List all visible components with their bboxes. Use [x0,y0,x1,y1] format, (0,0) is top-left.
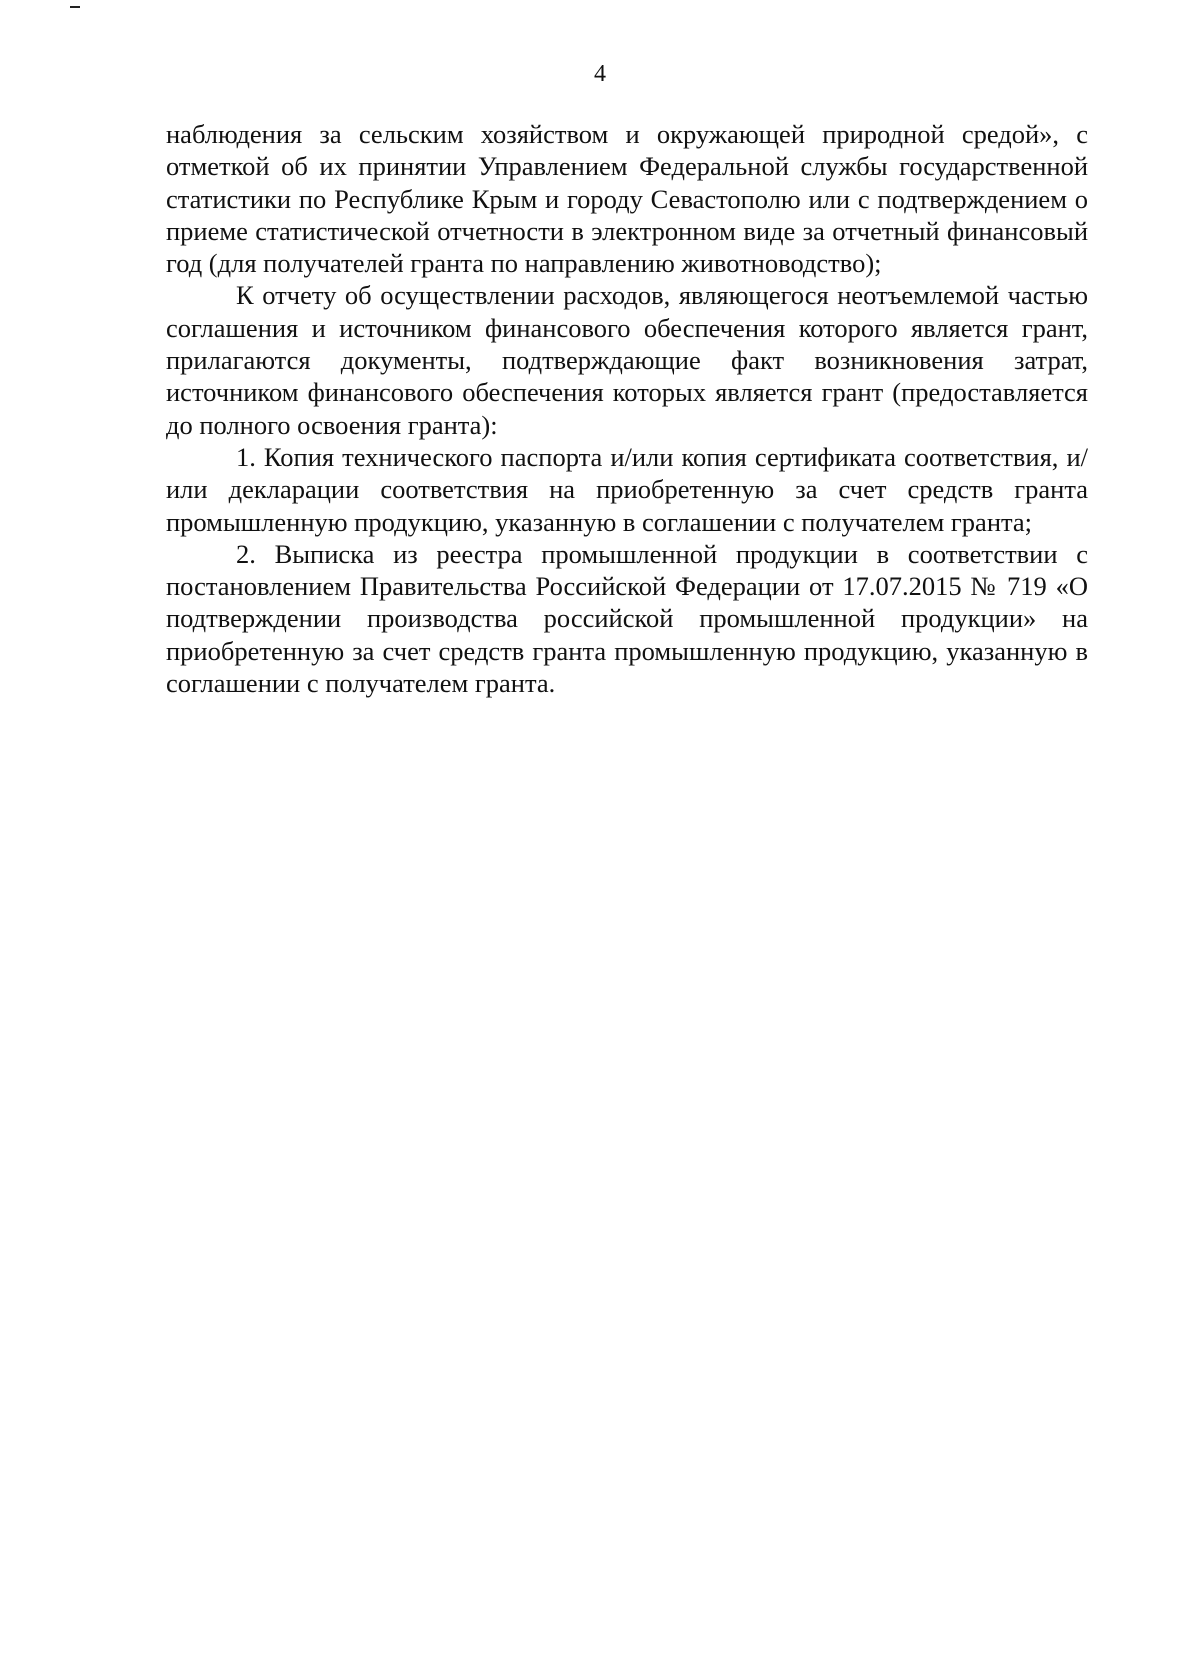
paragraph-item-2: 2. Выписка из реестра промышленной продукции в соответствии с постановлением Правительства Российской Федерации от 17.07.2015 № 719 «О подтверждении производства российской промышленной продукции» на приобретенную за счет средств гранта промышленную продукцию, указанную в соглашении с получателем гранта. [166,538,1088,699]
paragraph-expense-report: К отчету об осуществлении расходов, являющегося неотъемлемой частью соглашения и источником финансового обеспечения которого является грант, прилагаются документы, подтверждающие факт возникновения затрат, источником финансового обеспечения которых является грант (предоставляется до полного освоения гранта): [166,280,1088,440]
paragraph-continuation: наблюдения за сельским хозяйством и окружающей природной средой», с отметкой об их принятии Управлением Федеральной службы государственной статистики по Республике Крым и городу Севастополю или с подтверждением о приеме статистической отчетности в электронном виде за отчетный финансовый год (для получателей гранта по направлению животноводство); [166,119,1088,279]
scan-corner-mark [70,6,80,8]
document-body [166,118,1088,699]
paragraph-item-1: 1. Копия технического паспорта и/или копия сертификата соответствия, и/или декларации соответствия на приобретенную за счет средств гранта промышленную продукцию, указанную в соглашении с получателем гранта; [166,441,1088,537]
page-number: 4 [594,61,606,87]
